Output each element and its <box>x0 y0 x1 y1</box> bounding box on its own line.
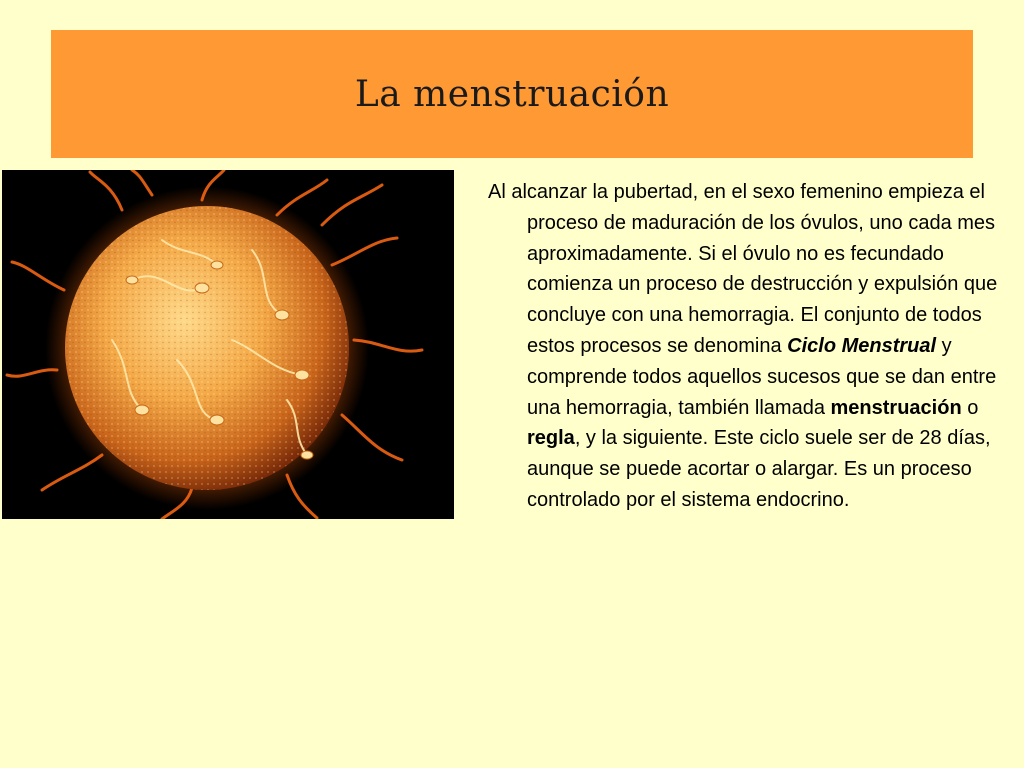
slide-title: La menstruación <box>354 73 670 115</box>
title-bar <box>51 30 973 158</box>
body-paragraph <box>488 177 1016 516</box>
paragraph-text-1: Al alcanzar la pubertad, en el sexo femenino empieza el proceso de maduración de los óvulos, uno cada mes aproximadamente. Si el óvulo no es fecundado comienza un proceso de destrucción y expulsión que concluye con una hemorragia. El conjunto de todos estos procesos se denomina <box>488 181 998 357</box>
paragraph-text-4: , y la siguiente. Este ciclo suele ser de 28 días, aunque se puede acortar o alargar. Es un proceso controlado por el sistema endocrino. <box>527 427 991 511</box>
ovum-with-sperm-micrograph-icon <box>2 170 454 519</box>
term-menstruacion: menstruación <box>830 396 962 419</box>
term-ciclo-menstrual: Ciclo Menstrual <box>787 334 937 357</box>
paragraph-text-2: y comprende todos aquellos sucesos que se dan entre una hemorragia, también llamada <box>527 334 997 419</box>
term-regla: regla <box>527 427 575 450</box>
paragraph-text-3: o <box>961 396 979 419</box>
ovum-sperm-photo <box>2 170 454 519</box>
